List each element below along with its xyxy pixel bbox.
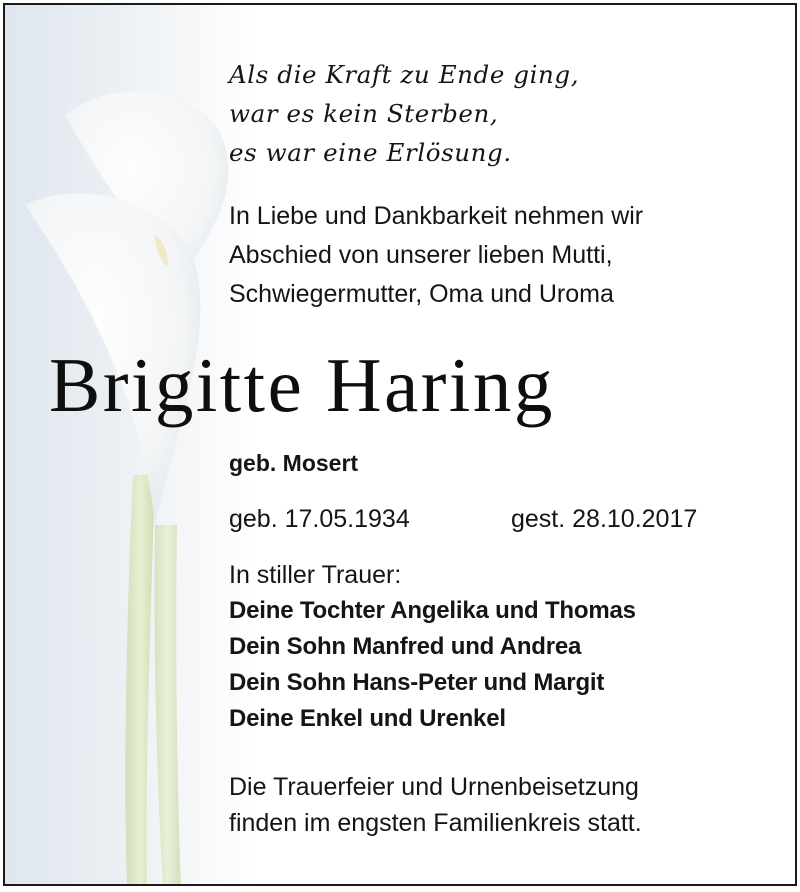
calla-lily-image bbox=[5, 5, 265, 886]
poem bbox=[229, 55, 775, 172]
mourner-item: Dein Sohn Manfred und Andrea bbox=[229, 633, 582, 660]
poem-line: war es kein Sterben, bbox=[229, 99, 499, 128]
mourner-item: Deine Tochter Angelika und Thomas bbox=[229, 597, 636, 624]
intro-line: Schwiegermutter, Oma und Uroma bbox=[229, 280, 614, 308]
mourner-item: Deine Enkel und Urenkel bbox=[229, 705, 506, 732]
intro-line: Abschied von unserer lieben Mutti, bbox=[229, 241, 613, 269]
farewell-intro bbox=[229, 197, 775, 314]
intro-line: In Liebe und Dankbarkeit nehmen wir bbox=[229, 202, 644, 230]
funeral-notice bbox=[229, 769, 775, 841]
poem-line: Als die Kraft zu Ende ging, bbox=[229, 60, 580, 89]
life-dates bbox=[229, 500, 775, 538]
deceased-name: Brigitte Haring bbox=[49, 342, 555, 428]
birth-date: geb. 17.05.1934 bbox=[229, 505, 410, 533]
mourning-heading: In stiller Trauer: bbox=[229, 561, 402, 589]
obituary-notice bbox=[3, 3, 797, 886]
maiden-name: geb. Mosert bbox=[229, 450, 359, 476]
poem-line: es war eine Erlösung. bbox=[229, 138, 512, 167]
mourners-list bbox=[229, 593, 775, 737]
closing-line: finden im engsten Familienkreis statt. bbox=[229, 809, 642, 837]
mourner-item: Dein Sohn Hans-Peter und Margit bbox=[229, 669, 605, 696]
death-date: gest. 28.10.2017 bbox=[511, 505, 698, 533]
closing-line: Die Trauerfeier und Urnenbeisetzung bbox=[229, 773, 639, 801]
